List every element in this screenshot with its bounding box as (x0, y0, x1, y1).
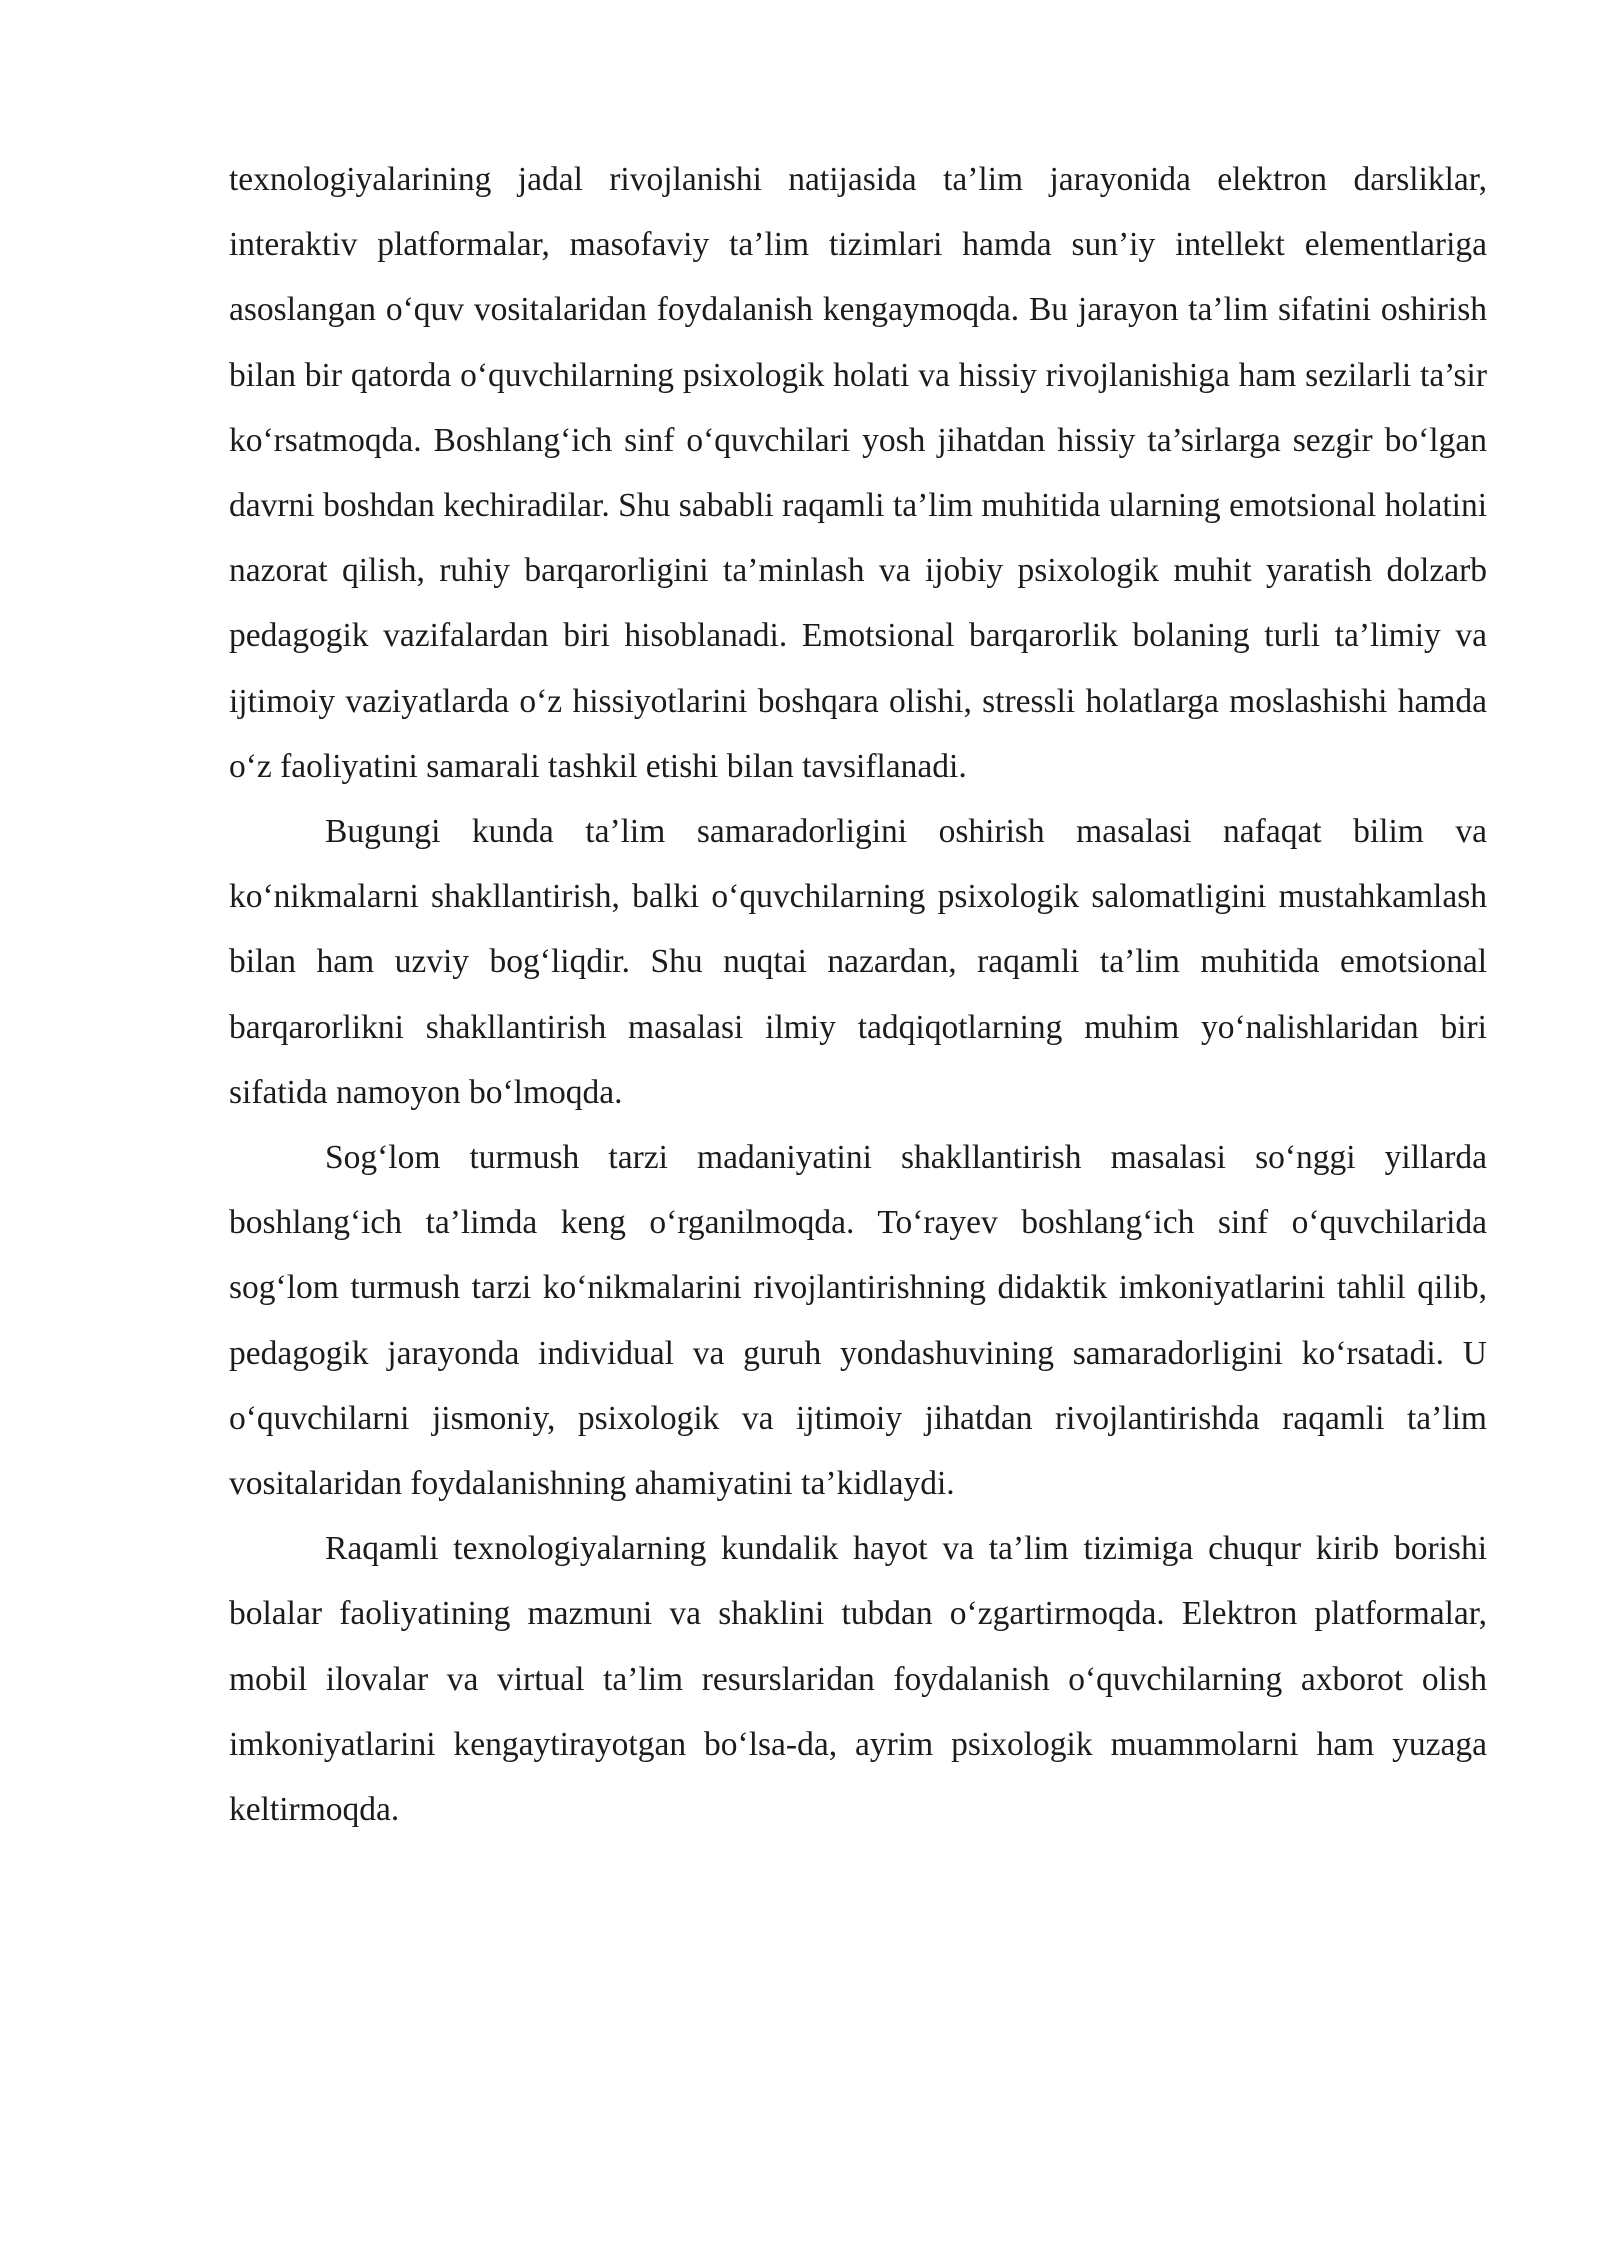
paragraph-continuation: texnologiyalarining jadal rivojlanishi natijasida ta’lim jarayonida elektron darsliklar, interaktiv platformalar, masofaviy ta’lim tizimlari hamda sun’iy intellekt elementlariga asoslangan o‘quv vositalaridan foydalanish kengaymoqda. Bu jarayon ta’lim sifatini oshirish bilan bir qatorda o‘quvchilarning psixologik holati va hissiy rivojlanishiga ham sezilarli ta’sir ko‘rsatmoqda. Boshlang‘ich sinf o‘quvchilari yosh jihatdan hissiy ta’sirlarga sezgir bo‘lgan davrni boshdan kechiradilar. Shu sababli raqamli ta’lim muhitida ularning emotsional holatini nazorat qilish, ruhiy barqarorligini ta’minlash va ijobiy psixologik muhit yaratish dolzarb pedagogik vazifalardan biri hisoblanadi. Emotsional barqarorlik bolaning turli ta’limiy va ijtimoiy vaziyatlarda o‘z hissiyotlarini boshqara olishi, stressli holatlarga moslashishi hamda o‘z faoliyatini samarali tashkil etishi bilan tavsiflanadi. (229, 161, 1487, 785)
paragraph-healthy-lifestyle: Sog‘lom turmush tarzi madaniyatini shakllantirish masalasi so‘nggi yillarda boshlang‘ich ta’limda keng o‘rganilmoqda. To‘rayev boshlang‘ich sinf o‘quvchilarida sog‘lom turmush tarzi ko‘nikmalarini rivojlantirishning didaktik imkoniyatlarini tahlil qilib, pedagogik jarayonda individual va guruh yondashuvining samaradorligini ko‘rsatadi. U o‘quvchilarni jismoniy, psixologik va ijtimoiy jihatdan rivojlantirishda raqamli ta’lim vositalaridan foydalanishning ahamiyatini ta’kidlaydi. (229, 1139, 1487, 1503)
body-text (229, 147, 1487, 1842)
paragraph-education-efficiency: Bugungi kunda ta’lim samaradorligini oshirish masalasi nafaqat bilim va ko‘nikmalarni shakllantirish, balki o‘quvchilarning psixologik salomatligini mustahkamlash bilan ham uzviy bog‘liqdir. Shu nuqtai nazardan, raqamli ta’lim muhitida emotsional barqarorlikni shakllantirish masalasi ilmiy tadqiqotlarning muhim yo‘nalishlaridan biri sifatida namoyon bo‘lmoqda. (229, 813, 1487, 1111)
paragraph-digital-technologies: Raqamli texnologiyalarning kundalik hayot va ta’lim tizimiga chuqur kirib borishi bolalar faoliyatining mazmuni va shaklini tubdan o‘zgartirmoqda. Elektron platformalar, mobil ilovalar va virtual ta’lim resurslaridan foydalanish o‘quvchilarning axborot olish imkoniyatlarini kengaytirayotgan bo‘lsa-da, ayrim psixologik muammolarni ham yuzaga keltirmoqda. (229, 1530, 1487, 1829)
